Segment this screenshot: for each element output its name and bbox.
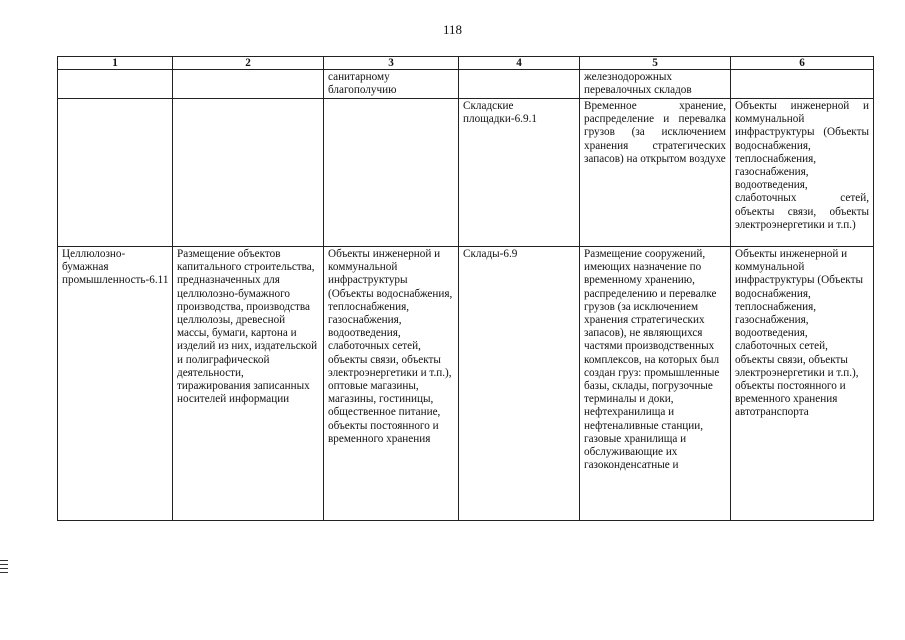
table-cell xyxy=(324,99,459,247)
table-cell: Целлюлозно-бумажная промышленность-6.11 xyxy=(58,247,173,521)
table-cell xyxy=(58,70,173,99)
table-cell xyxy=(58,99,173,247)
margin-mark xyxy=(0,564,8,565)
table-row xyxy=(58,99,874,247)
column-header-1: 1 xyxy=(58,57,173,70)
table-cell: Объекты инженерной и коммунальной инфраструктуры (Объекты водоснабжения, теплоснабжения, газоснабжения, водоотведения, слаботочных сетей, объекты связи, объекты электроэнергетики и т.п.), оптовые магазины, магазины, гостиницы, общественное питание, объекты постоянного и временного хранения xyxy=(324,247,459,521)
margin-mark xyxy=(0,572,8,573)
table-cell: Временное хранение, распределение и перевалка грузов (за исключением хранения стратегических запасов) на открытом воздухе xyxy=(580,99,731,247)
table-cell: Складские площадки-6.9.1 xyxy=(459,99,580,247)
column-header-4: 4 xyxy=(459,57,580,70)
table-cell: Размещение объектов капитального строительства, предназначенных для целлюлозно-бумажного производства, производства целлюлозы, древесной массы, бумаги, картона и изделий из них, издательской и полиграфической деятельности, тиражирования записанных носителей информации xyxy=(173,247,324,521)
table-header-row xyxy=(58,57,874,70)
column-header-3: 3 xyxy=(324,57,459,70)
table-row xyxy=(58,247,874,521)
page-number: 118 xyxy=(442,22,463,37)
table-cell: Объекты инженерной и коммунальной инфраструктуры (Объекты водоснабжения, теплоснабжения, газоснабжения, водоотведения, слаботочных сетей, объекты связи, объекты электроэнергетики и т.п.) xyxy=(731,99,874,247)
table-cell: Склады-6.9 xyxy=(459,247,580,521)
table-cell: Размещение сооружений, имеющих назначение по временному хранению, распределению и перевалке грузов (за исключением хранения стратегических запасов), не являющихся частями производственных комплексов, на которых был создан груз: промышленные базы, склады, погрузочные терминалы и доки, нефтехранилища и нефтеналивные станции, газовые хранилища и обслуживающие их газоконденсатные и xyxy=(580,247,731,521)
table-cell: железнодорожных перевалочных складов xyxy=(580,70,731,99)
column-header-6: 6 xyxy=(731,57,874,70)
table-cell: Объекты инженерной и коммунальной инфраструктуры (Объекты водоснабжения, теплоснабжения, газоснабжения, водоотведения, слаботочных сетей, объекты связи, объекты электроэнергетики и т.п.), объекты постоянного и временного хранения автотранспорта xyxy=(731,247,874,521)
margin-mark xyxy=(0,568,8,569)
column-header-2: 2 xyxy=(173,57,324,70)
table-cell xyxy=(173,99,324,247)
land-use-table xyxy=(57,56,874,521)
margin-mark xyxy=(0,560,8,561)
table-row xyxy=(58,70,874,99)
table-cell xyxy=(173,70,324,99)
table-cell xyxy=(731,70,874,99)
column-header-5: 5 xyxy=(580,57,731,70)
table-cell: санитарному благополучию xyxy=(324,70,459,99)
table-cell xyxy=(459,70,580,99)
